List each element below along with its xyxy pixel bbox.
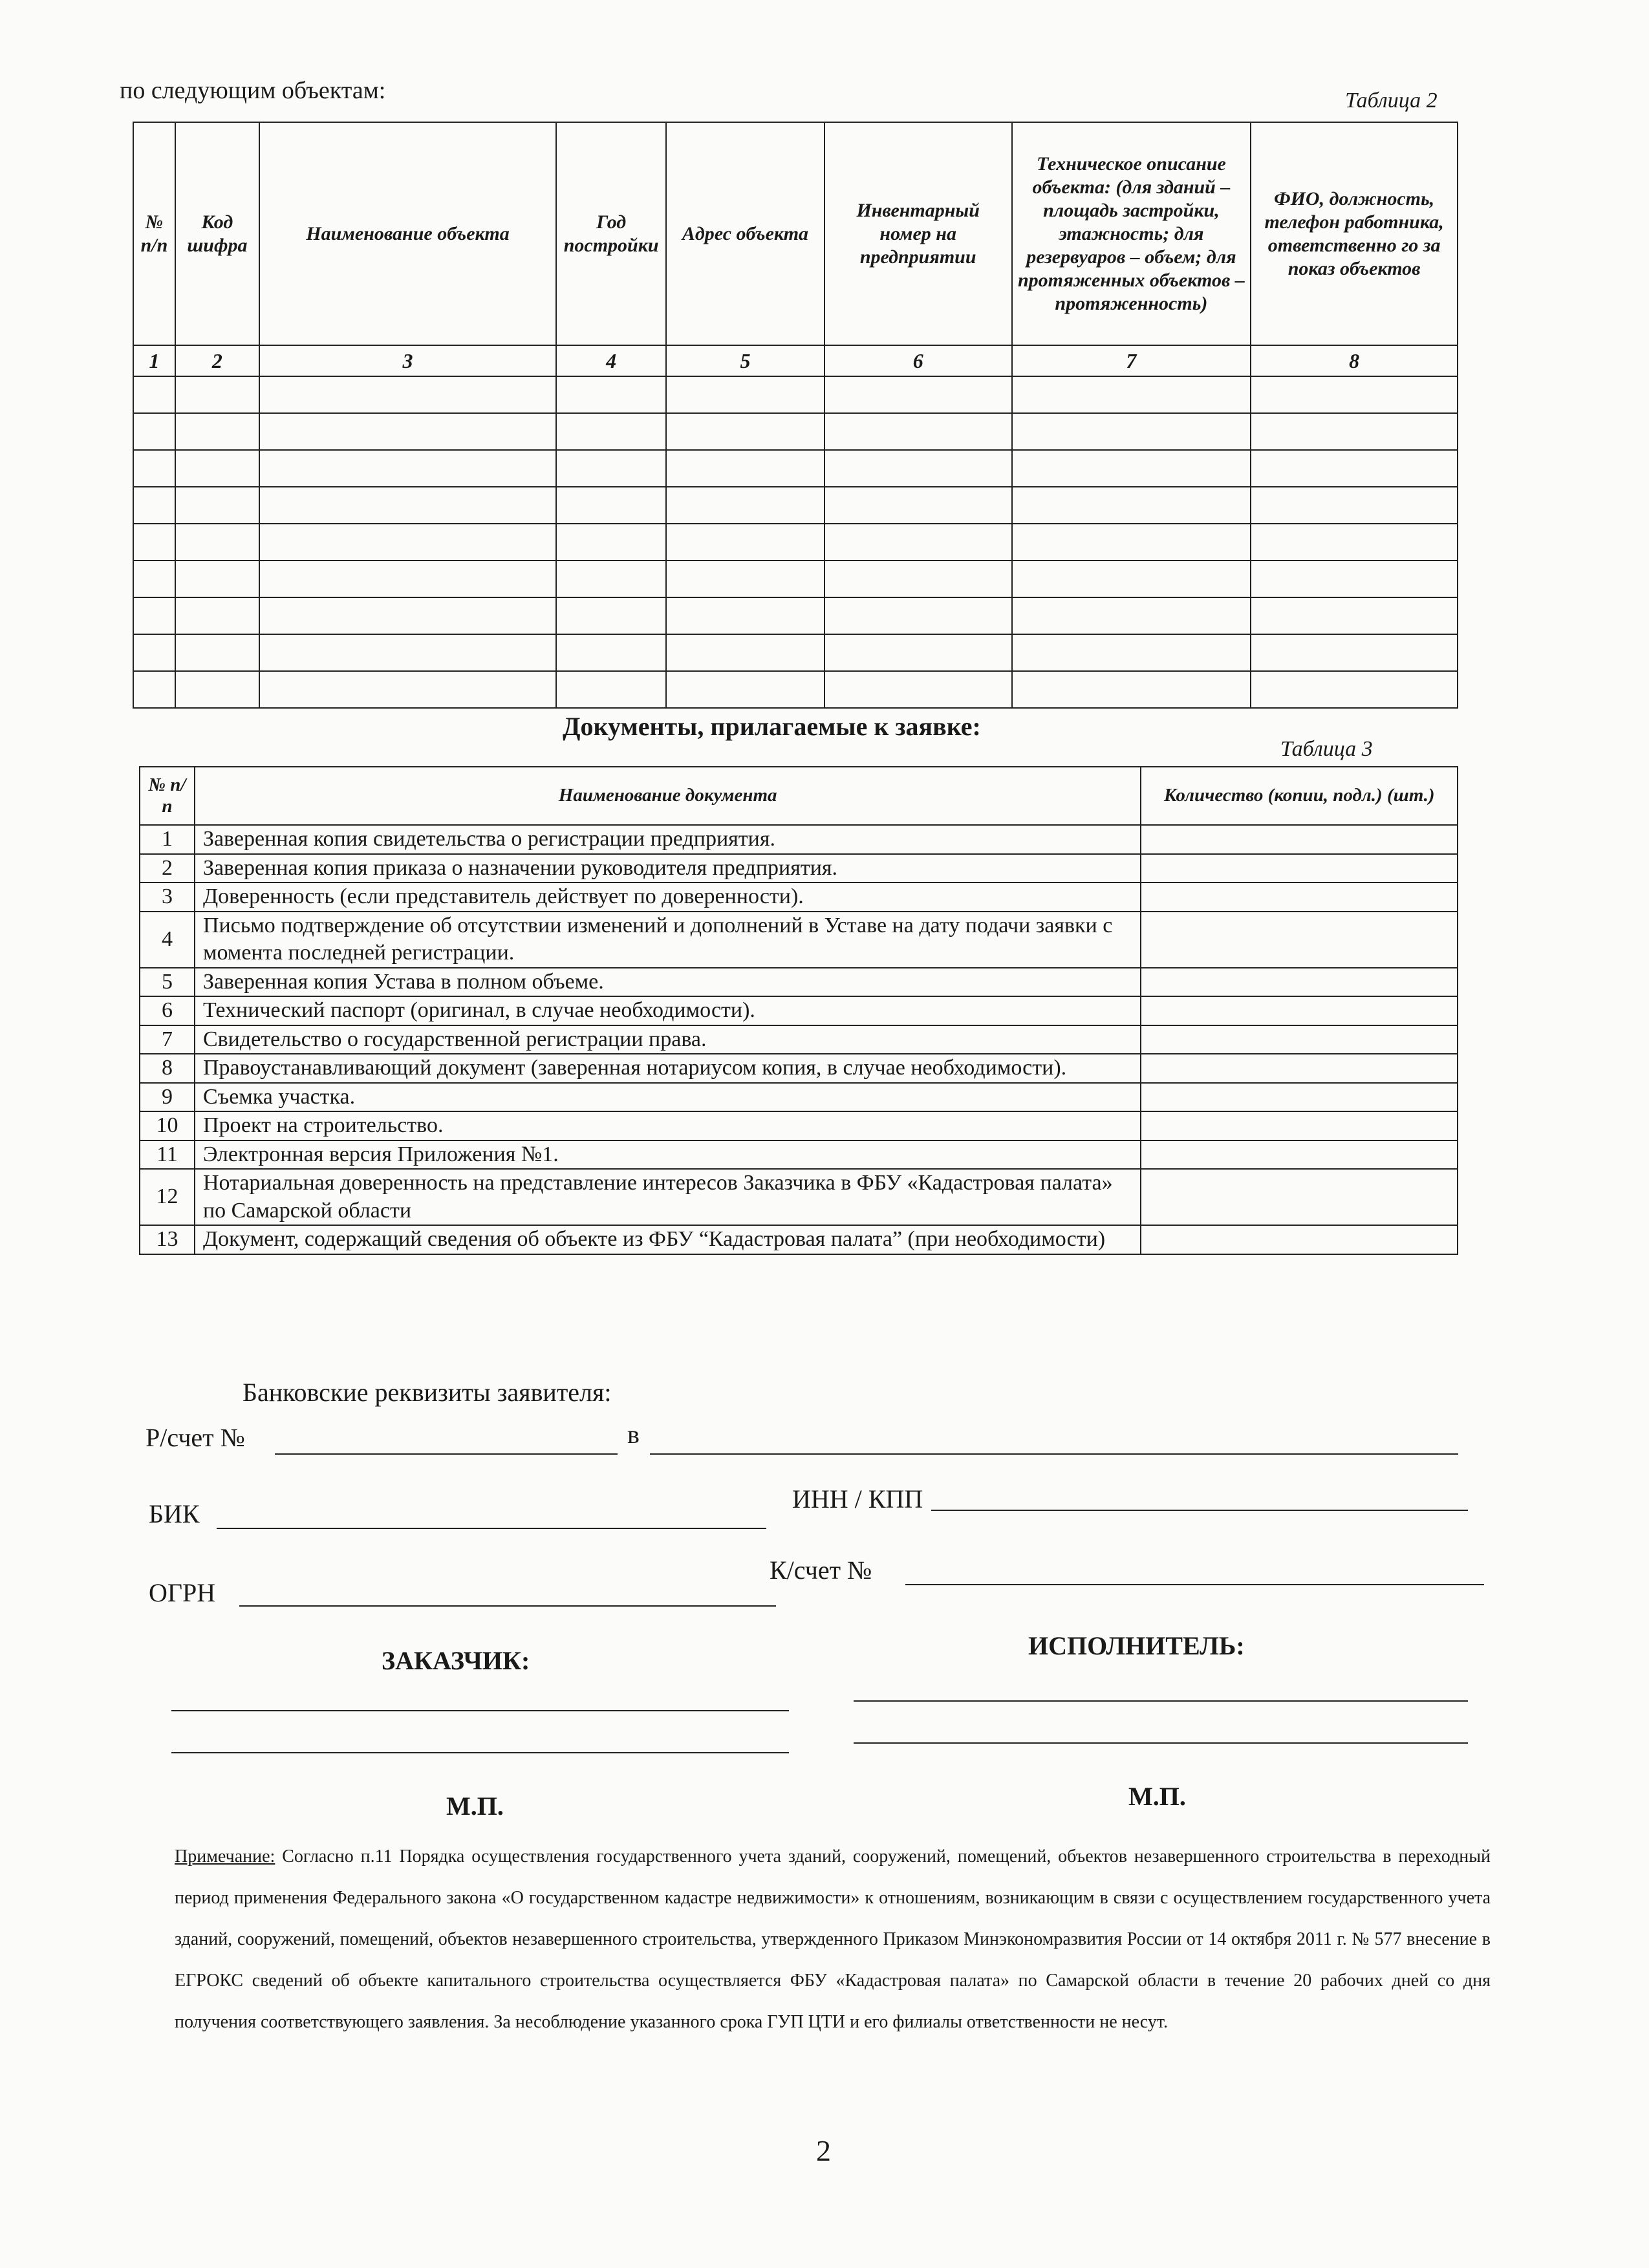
document-quantity-cell[interactable] xyxy=(1141,1054,1458,1083)
table3-caption: Таблица 3 xyxy=(1280,737,1373,761)
footnote-text: Согласно п.11 Порядка осуществления государственного учета зданий, сооружений, помещений, объектов незавершенного строительства в переходный период применения Федерального закона «О государственном кадастре недвижимости» к отношениям, возникающим в связи с осуществлением государственного учета зданий, сооружений, помещений, объектов незавершенного строительства, утвержденного Приказом Минэкономразвития России от 14 октября 2011 г. № 577 внесение в ЕГРОКС сведений об объекте капитального строительства осуществляется ФБУ «Кадастровая палата» по Самарской области в течение 20 рабочих дней со дня получения соответствующего заявления. За несоблюдение указанного срока ГУП ЦТИ и его филиалы ответственности не несут. xyxy=(175,1846,1491,2032)
table-cell[interactable] xyxy=(133,671,175,708)
table-cell[interactable] xyxy=(666,671,824,708)
table-cell[interactable] xyxy=(666,597,824,634)
table-row xyxy=(140,1111,1458,1140)
table-cell[interactable] xyxy=(1251,597,1458,634)
column-number: 7 xyxy=(1012,345,1251,376)
table-cell[interactable] xyxy=(556,671,666,708)
table-cell[interactable] xyxy=(556,524,666,561)
table-cell[interactable] xyxy=(175,597,259,634)
table-cell[interactable] xyxy=(175,524,259,561)
table-cell[interactable] xyxy=(824,634,1012,671)
table-cell[interactable] xyxy=(824,450,1012,487)
table-cell[interactable] xyxy=(133,376,175,413)
documents-table-header-row xyxy=(140,767,1458,825)
table-row xyxy=(140,912,1458,968)
table-cell[interactable] xyxy=(824,376,1012,413)
table-row xyxy=(140,854,1458,883)
table-cell[interactable] xyxy=(1251,524,1458,561)
objects-table-header: Адрес объекта xyxy=(666,122,824,345)
column-number: 5 xyxy=(666,345,824,376)
table-cell[interactable] xyxy=(133,413,175,450)
document-number: 10 xyxy=(140,1111,195,1140)
table-row xyxy=(140,1054,1458,1083)
customer-label: ЗАКАЗЧИК: xyxy=(382,1646,530,1675)
table-row xyxy=(140,825,1458,854)
table-cell[interactable] xyxy=(1012,450,1251,487)
account-input[interactable] xyxy=(275,1453,618,1455)
table-cell[interactable] xyxy=(175,634,259,671)
document-quantity-cell[interactable] xyxy=(1141,854,1458,883)
customer-signature-line-1[interactable] xyxy=(171,1710,789,1711)
table-cell[interactable] xyxy=(1251,413,1458,450)
bik-input[interactable] xyxy=(217,1528,766,1529)
table-cell[interactable] xyxy=(1251,561,1458,597)
table-cell[interactable] xyxy=(666,524,824,561)
table-cell[interactable] xyxy=(1251,634,1458,671)
table-cell[interactable] xyxy=(133,450,175,487)
table-cell[interactable] xyxy=(1251,487,1458,524)
table-cell[interactable] xyxy=(259,376,556,413)
contractor-signature-line-2[interactable] xyxy=(854,1742,1468,1744)
inn-kpp-input[interactable] xyxy=(931,1510,1468,1511)
inn-kpp-label: ИНН / КПП xyxy=(792,1484,923,1514)
document-quantity-cell[interactable] xyxy=(1141,996,1458,1025)
document-name: Документ, содержащий сведения об объекте из ФБУ “Кадастровая палата” (при необходимости) xyxy=(195,1225,1141,1254)
bank-in-label: в xyxy=(627,1420,640,1449)
table-cell[interactable] xyxy=(556,450,666,487)
table-cell[interactable] xyxy=(824,561,1012,597)
document-name: Технический паспорт (оригинал, в случае необходимости). xyxy=(195,996,1141,1025)
objects-table-number-row xyxy=(133,345,1458,376)
objects-table-header: Инвентарный номер на предприятии xyxy=(824,122,1012,345)
intro-text: по следующим объектам: xyxy=(120,77,386,104)
document-number: 11 xyxy=(140,1140,195,1170)
objects-table xyxy=(133,122,1458,709)
table-row[interactable] xyxy=(133,376,1458,413)
objects-table-header: Код шифра xyxy=(175,122,259,345)
objects-table-header: Год постройки xyxy=(556,122,666,345)
bik-label: БИК xyxy=(149,1499,200,1528)
contractor-label: ИСПОЛНИТЕЛЬ: xyxy=(1028,1631,1245,1660)
table-cell[interactable] xyxy=(1012,561,1251,597)
table-row[interactable] xyxy=(133,634,1458,671)
document-name: Заверенная копия свидетельства о регистрации предприятия. xyxy=(195,825,1141,854)
document-name: Доверенность (если представитель действует по доверенности). xyxy=(195,883,1141,912)
document-name: Письмо подтверждение об отсутствии изменений и дополнений в Уставе на дату подачи заявки с момента последней регистрации. xyxy=(195,912,1141,968)
table-cell[interactable] xyxy=(666,634,824,671)
ogrn-input[interactable] xyxy=(239,1605,776,1607)
footnote xyxy=(175,1836,1491,2043)
table-cell[interactable] xyxy=(259,597,556,634)
documents-title: Документы, прилагаемые к заявке: xyxy=(563,712,981,741)
table-cell[interactable] xyxy=(259,413,556,450)
table-cell[interactable] xyxy=(666,450,824,487)
table-cell[interactable] xyxy=(175,561,259,597)
page-number: 2 xyxy=(816,2134,831,2167)
footnote-label: Примечание: xyxy=(175,1846,275,1867)
table-cell[interactable] xyxy=(666,561,824,597)
document-number: 1 xyxy=(140,825,195,854)
document-quantity-cell[interactable] xyxy=(1141,1111,1458,1140)
document-quantity-cell[interactable] xyxy=(1141,1169,1458,1225)
contractor-signature-line-1[interactable] xyxy=(854,1700,1468,1702)
column-number: 2 xyxy=(175,345,259,376)
table-cell[interactable] xyxy=(259,487,556,524)
table-cell[interactable] xyxy=(556,597,666,634)
table-row[interactable] xyxy=(133,413,1458,450)
table-cell[interactable] xyxy=(1012,413,1251,450)
documents-table-header: № п/п xyxy=(140,767,195,825)
document-number: 8 xyxy=(140,1054,195,1083)
table-cell[interactable] xyxy=(1012,376,1251,413)
document-quantity-cell[interactable] xyxy=(1141,1140,1458,1170)
table-cell[interactable] xyxy=(259,561,556,597)
objects-table-header-row xyxy=(133,122,1458,345)
table-cell[interactable] xyxy=(133,597,175,634)
table2-caption: Таблица 2 xyxy=(1345,89,1438,112)
table-row[interactable] xyxy=(133,597,1458,634)
table-cell[interactable] xyxy=(824,413,1012,450)
table-cell[interactable] xyxy=(556,413,666,450)
table-cell[interactable] xyxy=(556,561,666,597)
table-cell[interactable] xyxy=(1012,597,1251,634)
table-cell[interactable] xyxy=(666,413,824,450)
table-cell[interactable] xyxy=(556,376,666,413)
table-cell[interactable] xyxy=(556,487,666,524)
table-cell[interactable] xyxy=(133,524,175,561)
table-cell[interactable] xyxy=(1251,450,1458,487)
table-cell[interactable] xyxy=(175,376,259,413)
customer-signature-line-2[interactable] xyxy=(171,1752,789,1753)
table-cell[interactable] xyxy=(175,413,259,450)
document-name: Свидетельство о государственной регистрации права. xyxy=(195,1025,1141,1054)
document-number: 9 xyxy=(140,1083,195,1112)
table-row xyxy=(140,1140,1458,1170)
table-row[interactable] xyxy=(133,487,1458,524)
table-row[interactable] xyxy=(133,450,1458,487)
table-row[interactable] xyxy=(133,524,1458,561)
table-cell[interactable] xyxy=(175,671,259,708)
corr-account-label: К/счет № xyxy=(770,1556,872,1585)
ogrn-label: ОГРН xyxy=(149,1578,216,1607)
table-cell[interactable] xyxy=(259,671,556,708)
document-quantity-cell[interactable] xyxy=(1141,883,1458,912)
column-number: 8 xyxy=(1251,345,1458,376)
table-cell[interactable] xyxy=(133,634,175,671)
document-number: 5 xyxy=(140,968,195,997)
table-row xyxy=(140,996,1458,1025)
table-row xyxy=(140,1025,1458,1054)
documents-table xyxy=(139,766,1458,1255)
table-row[interactable] xyxy=(133,561,1458,597)
table-cell[interactable] xyxy=(259,634,556,671)
contractor-stamp-label: М.П. xyxy=(1128,1782,1186,1811)
customer-stamp-label: М.П. xyxy=(446,1792,504,1821)
column-number: 6 xyxy=(824,345,1012,376)
document-name: Заверенная копия Устава в полном объеме. xyxy=(195,968,1141,997)
table-row xyxy=(140,1083,1458,1112)
document-name: Нотариальная доверенность на представление интересов Заказчика в ФБУ «Кадастровая палата» по Самарской области xyxy=(195,1169,1141,1225)
objects-table-header: ФИО, должность, телефон работника, ответственно го за показ объектов xyxy=(1251,122,1458,345)
table-cell[interactable] xyxy=(1251,671,1458,708)
table-cell[interactable] xyxy=(666,376,824,413)
document-number: 7 xyxy=(140,1025,195,1054)
document-name: Съемка участка. xyxy=(195,1083,1141,1112)
table-cell[interactable] xyxy=(666,487,824,524)
table-cell[interactable] xyxy=(1012,634,1251,671)
document-quantity-cell[interactable] xyxy=(1141,912,1458,968)
table-cell[interactable] xyxy=(259,450,556,487)
table-cell[interactable] xyxy=(133,487,175,524)
document-name: Заверенная копия приказа о назначении руководителя предприятия. xyxy=(195,854,1141,883)
document-name: Правоустанавливающий документ (заверенная нотариусом копия, в случае необходимости). xyxy=(195,1054,1141,1083)
table-row xyxy=(140,968,1458,997)
document-number: 12 xyxy=(140,1169,195,1225)
account-label: Р/счет № xyxy=(146,1423,245,1452)
document-quantity-cell[interactable] xyxy=(1141,1083,1458,1112)
document-number: 4 xyxy=(140,912,195,968)
document-quantity-cell[interactable] xyxy=(1141,1225,1458,1254)
bank-details-title: Банковские реквизиты заявителя: xyxy=(242,1378,612,1407)
table-cell[interactable] xyxy=(175,450,259,487)
table-row xyxy=(140,1169,1458,1225)
table-cell[interactable] xyxy=(133,561,175,597)
bank-name-input[interactable] xyxy=(650,1453,1458,1455)
document-number: 3 xyxy=(140,883,195,912)
table-cell[interactable] xyxy=(824,597,1012,634)
table-cell[interactable] xyxy=(1012,524,1251,561)
table-cell[interactable] xyxy=(1012,671,1251,708)
table-row xyxy=(140,883,1458,912)
column-number: 1 xyxy=(133,345,175,376)
table-cell[interactable] xyxy=(175,487,259,524)
table-cell[interactable] xyxy=(824,524,1012,561)
objects-table-header: № п/п xyxy=(133,122,175,345)
column-number: 4 xyxy=(556,345,666,376)
table-cell[interactable] xyxy=(1251,376,1458,413)
documents-table-header: Наименование документа xyxy=(195,767,1141,825)
table-cell[interactable] xyxy=(556,634,666,671)
document-quantity-cell[interactable] xyxy=(1141,1025,1458,1054)
table-cell[interactable] xyxy=(259,524,556,561)
document-name: Проект на строительство. xyxy=(195,1111,1141,1140)
table-cell[interactable] xyxy=(1012,487,1251,524)
column-number: 3 xyxy=(259,345,556,376)
table-row xyxy=(140,1225,1458,1254)
table-row[interactable] xyxy=(133,671,1458,708)
document-quantity-cell[interactable] xyxy=(1141,968,1458,997)
document-number: 13 xyxy=(140,1225,195,1254)
table-cell[interactable] xyxy=(824,671,1012,708)
document-name: Электронная версия Приложения №1. xyxy=(195,1140,1141,1170)
objects-table-header: Наименование объекта xyxy=(259,122,556,345)
corr-account-input[interactable] xyxy=(905,1584,1484,1585)
document-quantity-cell[interactable] xyxy=(1141,825,1458,854)
document-number: 2 xyxy=(140,854,195,883)
document-number: 6 xyxy=(140,996,195,1025)
table-cell[interactable] xyxy=(824,487,1012,524)
documents-table-header: Количество (копии, подл.) (шт.) xyxy=(1141,767,1458,825)
objects-table-header: Техническое описание объекта: (для зданий – площадь застройки, этажность; для резервуаров – объем; для протяженных объектов – протяженность) xyxy=(1012,122,1251,345)
